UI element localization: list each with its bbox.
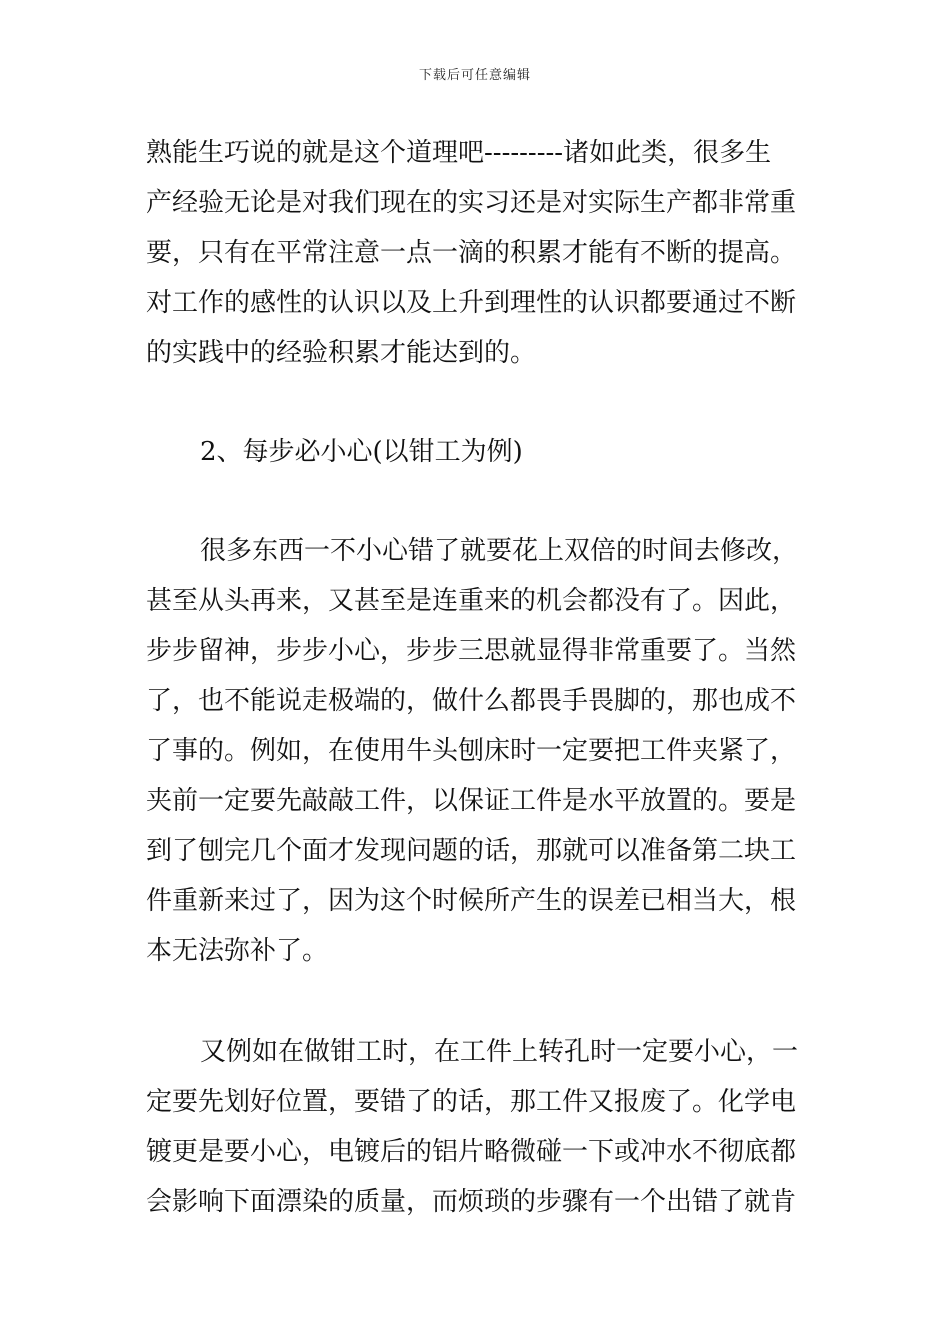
text-line: 产经验无论是对我们现在的实习还是对实际生产都非常重 [146,188,797,218]
text-line: 了，也不能说走极端的，做什么都畏手畏脚的，那也成不 [146,686,797,716]
text-line: 会影响下面漂染的质量，而烦琐的步骤有一个出错了就肯 [146,1187,797,1217]
text-line: 本无法弥补了。 [146,936,329,966]
text-line: 甚至从头再来，又甚至是连重来的机会都没有了。因此， [146,586,797,616]
document-body [146,128,808,1227]
text-line: 定要先划好位置，要错了的话，那工件又报废了。化学电 [146,1087,797,1117]
text-line: 步步留神，步步小心，步步三思就显得非常重要了。当然 [146,636,797,666]
text-line: 件重新来过了，因为这个时候所产生的误差已相当大，根 [146,886,797,916]
text-line: 很多东西一不小心错了就要花上双倍的时间去修改， [200,536,799,566]
text-line: 夹前一定要先敲敲工件，以保证工件是水平放置的。要是 [146,786,797,816]
text-line: 的实践中的经验积累才能达到的。 [146,338,537,368]
section-heading [146,427,808,477]
paragraph-3 [146,1027,808,1227]
text-line: 要，只有在平常注意一点一滴的积累才能有不断的提高。 [146,238,797,268]
text-line: 对工作的感性的认识以及上升到理性的认识都要通过不断 [146,288,797,318]
text-line: 了事的。例如，在使用牛头刨床时一定要把工件夹紧了， [146,736,797,766]
text-line: 到了刨完几个面才发现问题的话，那就可以准备第二块工 [146,836,797,866]
heading-line: 2、每步必小心(以钳工为例) [200,437,523,467]
paragraph-2 [146,526,808,976]
text-line: 又例如在做钳工时，在工件上转孔时一定要小心，一 [200,1037,799,1067]
page-header: 下载后可任意编辑 [418,68,531,83]
paragraph-1 [146,128,808,378]
text-line: 镀更是要小心，电镀后的铝片略微碰一下或冲水不彻底都 [146,1137,797,1167]
text-line: 熟能生巧说的就是这个道理吧---------诸如此类，很多生 [146,138,772,168]
